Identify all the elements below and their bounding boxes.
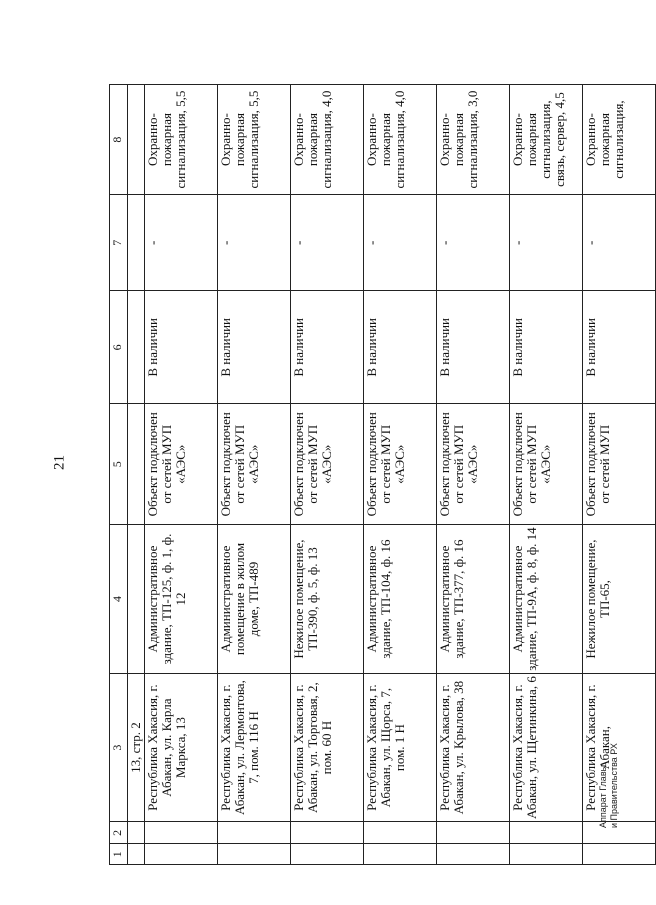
- table-cell: [128, 525, 145, 674]
- power-source-cell: Объект подключен от сетей МУП «АЭС»: [510, 404, 583, 525]
- object-cell: Административное здание, ТП-104, ф. 16: [364, 525, 437, 674]
- dash-cell: -: [218, 195, 291, 291]
- availability-cell: В наличии: [583, 291, 656, 404]
- table-row: [218, 85, 291, 865]
- availability-cell: В наличии: [437, 291, 510, 404]
- signaling-cell: Охранно-пожарная сигнализация, 4,0: [364, 85, 437, 195]
- table-row: [145, 85, 218, 865]
- header-cell: 8: [110, 85, 128, 195]
- availability-cell: В наличии: [218, 291, 291, 404]
- address-cell: Республика Хакасия, г. Абакан, ул. Щорса, 7, пом. 1 Н: [364, 673, 437, 822]
- page-number: 21: [51, 455, 68, 470]
- power-source-cell: Объект подключен от сетей МУП «АЭС»: [145, 404, 218, 525]
- address-cell: Республика Хакасия, г. Абакан,: [583, 673, 656, 822]
- continuation-address: 13, стр. 2: [128, 673, 145, 822]
- stamp-line: и Правительства РХ: [609, 743, 619, 828]
- availability-cell: В наличии: [510, 291, 583, 404]
- signaling-cell: Охранно-пожарная сигнализация, 3,0: [437, 85, 510, 195]
- object-cell: Административное помещение в жилом доме, ТП-489: [218, 525, 291, 674]
- header-cell: 4: [110, 525, 128, 674]
- dash-cell: -: [291, 195, 364, 291]
- power-source-cell: Объект подключен от сетей МУП «АЭС»: [364, 404, 437, 525]
- dash-cell: -: [510, 195, 583, 291]
- power-source-cell: Объект подключен от сетей МУП «АЭС»: [218, 404, 291, 525]
- table-cell: [128, 291, 145, 404]
- availability-cell: В наличии: [145, 291, 218, 404]
- table-cell: [437, 822, 510, 844]
- table-cell: [128, 404, 145, 525]
- header-cell: 6: [110, 291, 128, 404]
- table-cell: [128, 844, 145, 865]
- object-cell: Нежилое помещение, ТП-390, ф. 5, ф. 13: [291, 525, 364, 674]
- table-row: [364, 85, 437, 865]
- header-cell: 2: [110, 822, 128, 844]
- power-source-cell: Объект подключен от сетей МУП «АЭС»: [291, 404, 364, 525]
- address-cell: Республика Хакасия, г. Абакан, ул. Щетинкина, 6: [510, 673, 583, 822]
- address-cell: Республика Хакасия, г. Абакан, ул. Карла Маркса, 13: [145, 673, 218, 822]
- availability-cell: В наличии: [291, 291, 364, 404]
- object-cell: Административное здание, ТП-9А, ф. 8, ф. 14: [510, 525, 583, 674]
- header-cell: 7: [110, 195, 128, 291]
- header-cell: 1: [110, 844, 128, 865]
- table-cell: [128, 85, 145, 195]
- header-cell: 3: [110, 673, 128, 822]
- dash-cell: -: [437, 195, 510, 291]
- table-cell: [291, 822, 364, 844]
- signaling-cell: Охранно-пожарная сигнализация,: [583, 85, 656, 195]
- object-cell: Нежилое помещение, ТП-65,: [583, 525, 656, 674]
- continuation-row: [128, 85, 145, 865]
- table-row: [510, 85, 583, 865]
- table-cell: [218, 822, 291, 844]
- table-cell: [128, 195, 145, 291]
- power-source-cell: Объект подключен от сетей МУП: [583, 404, 656, 525]
- address-cell: Республика Хакасия, г. Абакан, ул. Лермонтова, 7, пом. 116 Н: [218, 673, 291, 822]
- signaling-cell: Охранно-пожарная сигнализация, 4,0: [291, 85, 364, 195]
- dash-cell: -: [364, 195, 437, 291]
- objects-table: [109, 84, 656, 865]
- table-cell: [510, 822, 583, 844]
- table-cell: [364, 844, 437, 865]
- table-cell: [510, 844, 583, 865]
- dash-cell: -: [145, 195, 218, 291]
- table-row: [437, 85, 510, 865]
- address-cell: Республика Хакасия, г. Абакан, ул. Торговая, 2, пом. 60 Н: [291, 673, 364, 822]
- office-stamp: [598, 668, 620, 828]
- table-cell: [291, 844, 364, 865]
- table-cell: [145, 844, 218, 865]
- table-cell: [583, 844, 656, 865]
- object-cell: Административное здание, ТП-125, ф. 1, ф. 12: [145, 525, 218, 674]
- table-cell: [218, 844, 291, 865]
- power-source-cell: Объект подключен от сетей МУП «АЭС»: [437, 404, 510, 525]
- table-cell: [145, 822, 218, 844]
- header-cell: 5: [110, 404, 128, 525]
- object-cell: Административное здание, ТП-377, ф. 16: [437, 525, 510, 674]
- table-cell: [437, 844, 510, 865]
- table-cell: [128, 822, 145, 844]
- signaling-cell: Охранно-пожарная сигнализация, 5,5: [218, 85, 291, 195]
- signaling-cell: Охранно-пожарная сигнализация, 5,5: [145, 85, 218, 195]
- address-cell: Республика Хакасия, г. Абакан, ул. Крылова, 38: [437, 673, 510, 822]
- table-row: [291, 85, 364, 865]
- availability-cell: В наличии: [364, 291, 437, 404]
- table-cell: [364, 822, 437, 844]
- dash-cell: -: [583, 195, 656, 291]
- stamp-line: Аппарат Главы: [598, 764, 608, 828]
- table-header-row: [110, 85, 128, 865]
- signaling-cell: Охранно-пожарная сигнализация, связь, сервер, 4,5: [510, 85, 583, 195]
